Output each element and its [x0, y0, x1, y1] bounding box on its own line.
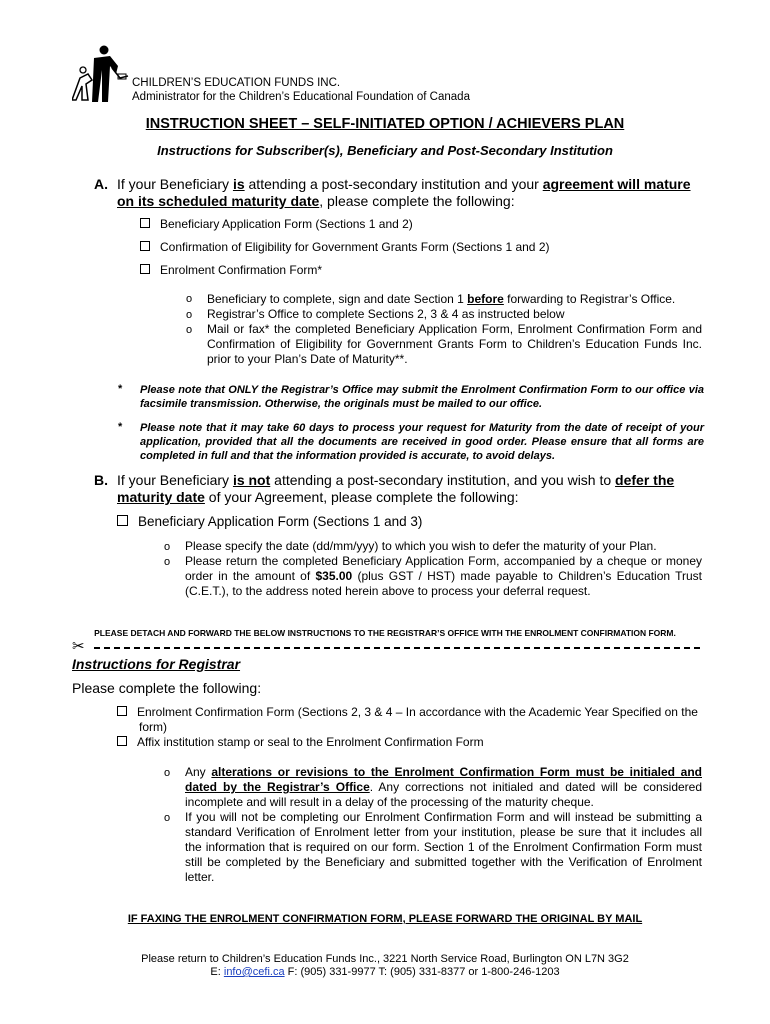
cef-logo	[72, 44, 130, 104]
org-name: CHILDREN’S EDUCATION FUNDS INC.	[132, 77, 341, 89]
bullet-icon: o	[164, 767, 171, 779]
checklist-item: Confirmation of Eligibility for Government Grants Form (Sections 1 and 2)	[140, 240, 549, 254]
bullet-icon: o	[186, 293, 193, 305]
footer-contact: E: info@cefi.ca F: (905) 331-9977 T: (905) 331-8377 or 1-800-246-1203	[210, 966, 560, 978]
asterisk: *	[118, 421, 123, 433]
document-subtitle: Instructions for Subscriber(s), Beneficiary and Post-Secondary Institution	[157, 143, 613, 158]
bullet-icon: o	[164, 812, 171, 824]
registrar-intro: Please complete the following:	[72, 680, 262, 696]
org-subtitle: Administrator for the Children’s Educational Foundation of Canada	[132, 91, 470, 103]
footer-address: Please return to Children’s Education Funds Inc., 3221 North Service Road, Burlington ON L7N 3G2	[141, 953, 629, 965]
sub-item: If you will not be completing our Enrolment Confirmation Form and will instead be submitting a standard Verification of Enrolment letter from your institution, please be sure that it includes all the information that is required on our form. Section 1 of the Enrolment Confirmation Form must still be completed by the Beneficiary and submitted together with the Verification of Enrolment letter.	[185, 810, 702, 884]
sub-item: Please specify the date (dd/mm/yyy) to which you wish to defer the maturity of your Plan.	[185, 539, 657, 553]
bullet-icon: o	[186, 324, 193, 336]
section-b	[94, 472, 706, 506]
sub-item: Registrar’s Office to complete Sections 2, 3 & 4 as instructed below	[207, 307, 565, 321]
sub-item: Mail or fax* the completed Beneficiary Application Form, Enrolment Confirmation Form and Confirmation of Eligibility for Government Grants Form to Children’s Education Funds Inc. prior to your Plan’s Date of Maturity**.	[207, 322, 702, 366]
checkbox-icon	[140, 264, 150, 274]
checkbox-icon	[140, 218, 150, 228]
fax-note: IF FAXING THE ENROLMENT CONFIRMATION FORM, PLEASE FORWARD THE ORIGINAL BY MAIL	[127, 913, 643, 925]
checkbox-icon	[117, 736, 127, 746]
sub-item: Please return the completed Beneficiary Application Form, accompanied by a cheque or money order in the amount of $35.00 (plus GST / HST) made payable to Children’s Education Trust (C.E.T.), to the address noted herein above to process your deferral request.	[185, 554, 702, 598]
asterisk: *	[118, 383, 123, 395]
detach-note: PLEASE DETACH AND FORWARD THE BELOW INSTRUCTIONS TO THE REGISTRAR’S OFFICE WITH THE ENROLMENT CONFIRMATION FORM.	[94, 628, 676, 638]
cut-line	[72, 640, 700, 654]
section-a	[94, 176, 706, 210]
checkbox-icon	[140, 241, 150, 251]
checklist-item: Enrolment Confirmation Form*	[140, 263, 322, 277]
section-b-label: B.	[94, 472, 108, 488]
section-a-intro: If your Beneficiary is attending a post-secondary institution and your agreement will mature on its scheduled maturity date, please complete the following:	[117, 176, 691, 209]
checkbox-icon	[117, 706, 127, 716]
checklist-item: Beneficiary Application Form (Sections 1 and 3)	[117, 514, 422, 529]
document-title: INSTRUCTION SHEET – SELF-INITIATED OPTION / ACHIEVERS PLAN	[145, 116, 625, 132]
registrar-title: Instructions for Registrar	[72, 656, 241, 672]
sub-item: Beneficiary to complete, sign and date Section 1 before forwarding to Registrar’s Office.	[207, 292, 676, 306]
bullet-icon: o	[164, 556, 171, 568]
email-link[interactable]: info@cefi.ca	[223, 966, 285, 978]
scissors-icon: ✂	[72, 638, 85, 655]
bullet-icon: o	[186, 309, 193, 321]
section-a-label: A.	[94, 176, 108, 192]
checkbox-icon	[117, 515, 128, 526]
bullet-icon: o	[164, 541, 171, 553]
note: Please note that ONLY the Registrar’s Office may submit the Enrolment Confirmation Form to our office via facsimile transmission. Otherwise, the originals must be mailed to our office.	[140, 384, 704, 410]
checklist-item: Affix institution stamp or seal to the Enrolment Confirmation Form	[117, 735, 484, 749]
note: Please note that it may take 60 days to process your request for Maturity from the date of receipt of your application, provided that all the documents are received in good order. Please ensure that all forms are completed in full and that the information provided is accurate, to avoid delays.	[140, 422, 704, 462]
section-b-intro: If your Beneficiary is not attending a post-secondary institution, and you wish to defer the maturity date of your Agreement, please complete the following:	[117, 472, 675, 505]
sub-item: Any alterations or revisions to the Enrolment Confirmation Form must be initialed and dated by the Registrar’s Office. Any corrections not initialed and dated will be considered incomplete and will result in a delay of the processing of the maturity cheque.	[185, 765, 703, 809]
checklist-item: Enrolment Confirmation Form (Sections 2, 3 & 4 – In accordance with the Academic Year Specified on the form)	[117, 705, 724, 735]
checklist-item: Beneficiary Application Form (Sections 1 and 2)	[140, 217, 413, 231]
